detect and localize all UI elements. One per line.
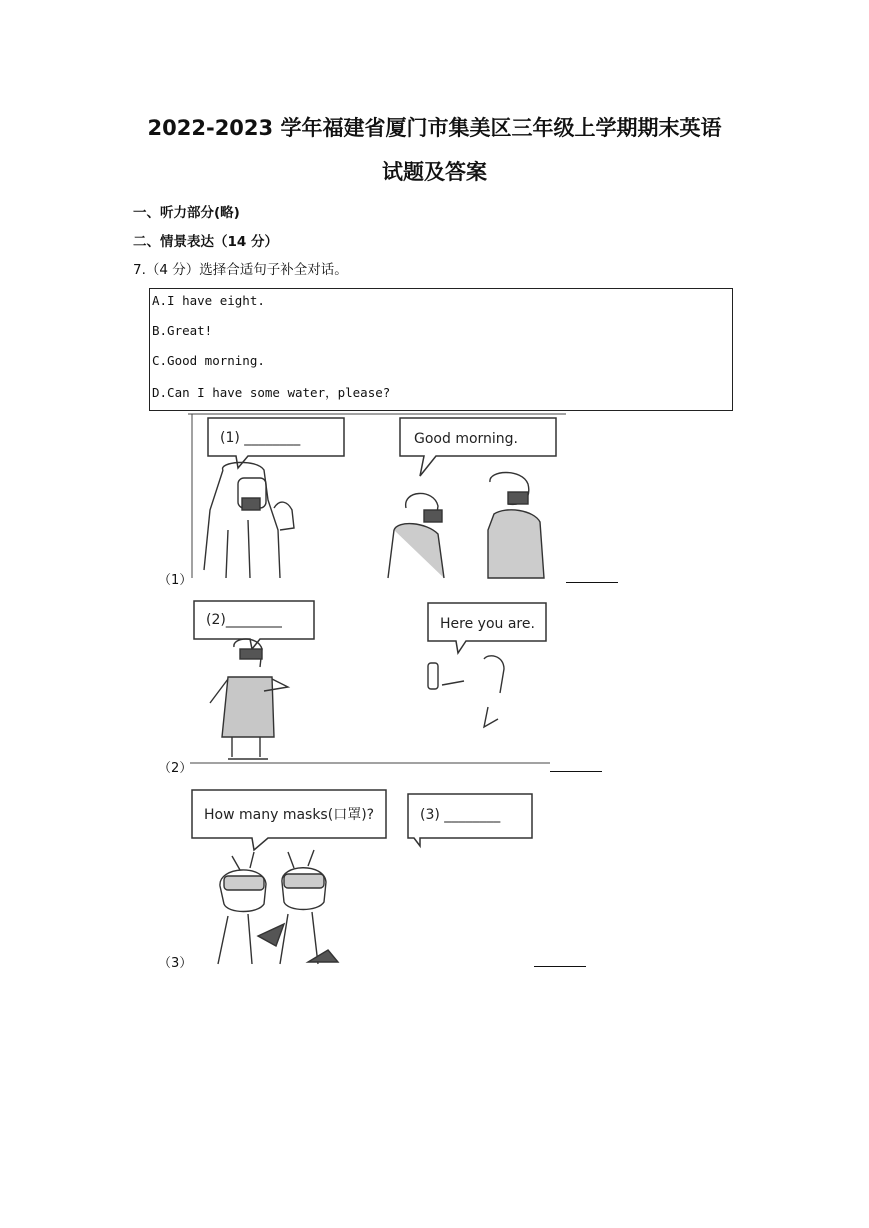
option-c: C.Good morning. xyxy=(152,353,265,368)
doctor-in-gown xyxy=(210,639,288,759)
page-subtitle: 试题及答案 xyxy=(382,160,487,184)
bubble-1-right-text: Good morning. xyxy=(414,431,519,447)
section-situational: 二、情景表达（14 分） xyxy=(133,234,278,250)
bubble-1-left-text: (1) ________ xyxy=(220,430,301,446)
speech-bubble-left-1 xyxy=(208,418,344,468)
bubble-2-right-text: Here you are. xyxy=(440,616,535,632)
picture-item-3 xyxy=(188,786,536,966)
hand-offering-bottle xyxy=(428,656,504,727)
page-title: 2022-2023 学年福建省厦门市集美区三年级上学期期末英语 xyxy=(147,116,722,140)
answer-blank-3[interactable] xyxy=(534,966,586,967)
doctor-in-protective-suit xyxy=(204,462,294,578)
options-box xyxy=(149,288,733,411)
two-doctors-with-goggles xyxy=(218,850,338,964)
two-doctors-greeting xyxy=(388,473,544,579)
item-3-number: （3） xyxy=(158,956,193,971)
speech-bubble-right-3 xyxy=(408,794,532,846)
item-1-number: （1） xyxy=(158,573,193,588)
option-a: A.I have eight. xyxy=(152,293,265,308)
section-listening: 一、听力部分(略) xyxy=(133,205,240,221)
bubble-2-left-text: (2)________ xyxy=(206,612,282,628)
answer-blank-2[interactable] xyxy=(550,771,602,772)
picture-item-2 xyxy=(188,597,550,769)
answer-blank-1[interactable] xyxy=(566,582,618,583)
question-7-prompt: 7.（4 分）选择合适句子补全对话。 xyxy=(133,262,348,278)
option-b: B.Great! xyxy=(152,323,213,338)
speech-bubble-left-2 xyxy=(194,601,314,649)
speech-bubble-right-2 xyxy=(428,603,546,653)
speech-bubble-right-1 xyxy=(400,418,556,476)
speech-bubble-left-3 xyxy=(192,790,386,850)
bubble-3-left-text: How many masks(口罩)? xyxy=(204,807,375,823)
option-d: D.Can I have some water，please? xyxy=(152,385,391,400)
bubble-3-right-text: (3) ________ xyxy=(420,807,501,823)
item-2-number: （2） xyxy=(158,761,193,776)
picture-item-1 xyxy=(188,410,568,582)
